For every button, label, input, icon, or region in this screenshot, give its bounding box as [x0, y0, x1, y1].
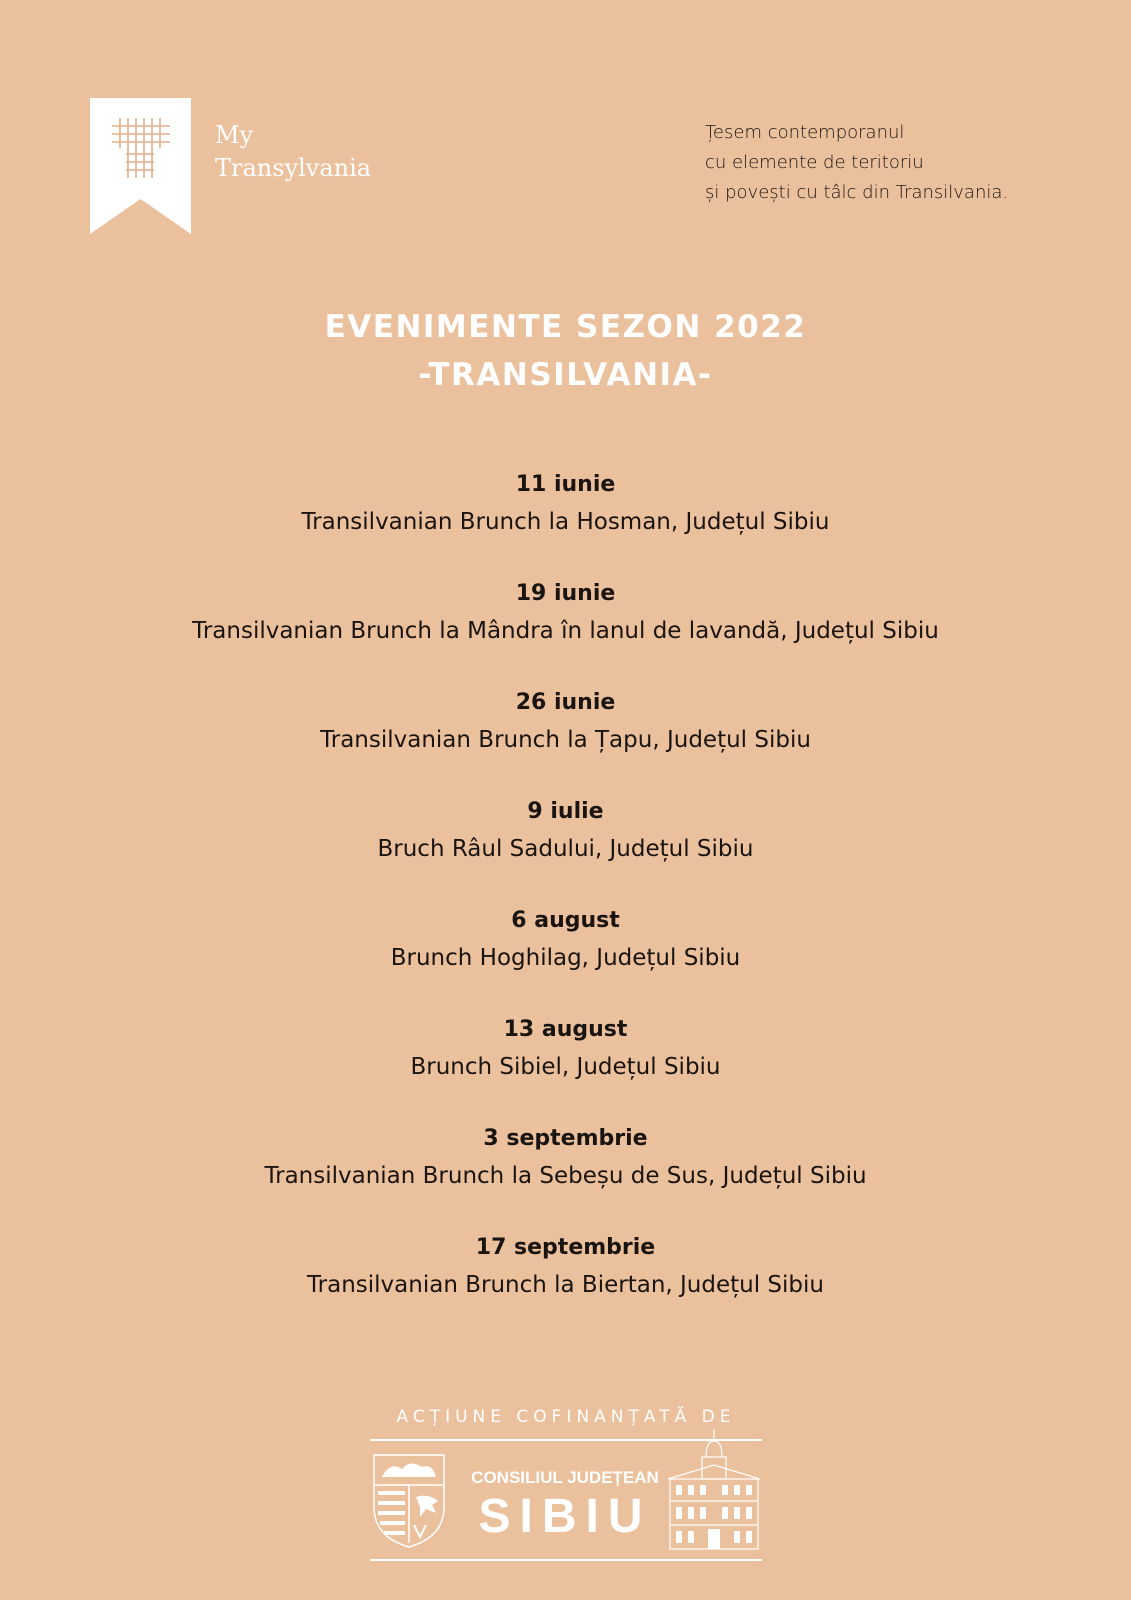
event-date: 6 august: [511, 908, 620, 933]
council-building-icon: [666, 1427, 762, 1553]
event-place: Transilvanian Brunch la Hosman, Județul Sibiu: [301, 509, 830, 535]
event-item: [0, 1122, 1131, 1231]
event-list: [0, 468, 1131, 1340]
page-subtitle: -TRANSILVANIA-: [418, 357, 713, 393]
tagline: [705, 118, 1008, 208]
brand-line-1: My: [215, 121, 254, 149]
my-transylvania-logo-icon: [90, 98, 191, 234]
event-item: [0, 686, 1131, 795]
cofinanced-label: ACȚIUNE COFINANȚATĂ DE: [396, 1407, 736, 1427]
event-place: Brunch Sibiel, Județul Sibiu: [410, 1054, 721, 1080]
tagline-line-1: Țesem contemporanul: [705, 122, 905, 143]
event-item: [0, 1013, 1131, 1122]
event-item: [0, 577, 1131, 686]
event-place: Brunch Hoghilag, Județul Sibiu: [390, 945, 741, 971]
brand-name: [215, 119, 371, 185]
event-date: 13 august: [503, 1017, 628, 1042]
event-date: 9 iulie: [527, 799, 604, 824]
event-item: [0, 468, 1131, 577]
event-item: [0, 1231, 1131, 1340]
event-item: [0, 795, 1131, 904]
divider-bottom: [370, 1559, 762, 1561]
county-name: SIBIU: [478, 1490, 652, 1543]
event-place: Transilvanian Brunch la Mândra în lanul de lavandă, Județul Sibiu: [192, 618, 939, 644]
event-place: Bruch Râul Sadului, Județul Sibiu: [377, 836, 754, 862]
sponsor-footer: [370, 1405, 762, 1561]
tagline-line-3: și povești cu tâlc din Transilvania.: [705, 182, 1009, 203]
event-date: 19 iunie: [515, 581, 616, 606]
event-place: Transilvanian Brunch la Țapu, Județul Sibiu: [320, 727, 811, 753]
event-date: 3 septembrie: [483, 1126, 648, 1151]
event-place: Transilvanian Brunch la Sebeșu de Sus, Județul Sibiu: [264, 1163, 867, 1189]
event-place: Transilvanian Brunch la Biertan, Județul Sibiu: [307, 1272, 824, 1298]
tagline-line-2: cu elemente de teritoriu: [705, 152, 924, 173]
event-item: [0, 904, 1131, 1013]
sibiu-council-logo: [370, 1441, 762, 1559]
brand-line-2: Transylvania: [215, 154, 372, 182]
event-date: 17 septembrie: [475, 1235, 656, 1260]
event-date: 26 iunie: [515, 690, 616, 715]
page-title: EVENIMENTE SEZON 2022: [324, 309, 807, 345]
council-name: CONSILIUL JUDEȚEAN: [471, 1468, 659, 1487]
event-date: 11 iunie: [515, 472, 616, 497]
coat-of-arms-icon: [370, 1451, 448, 1549]
